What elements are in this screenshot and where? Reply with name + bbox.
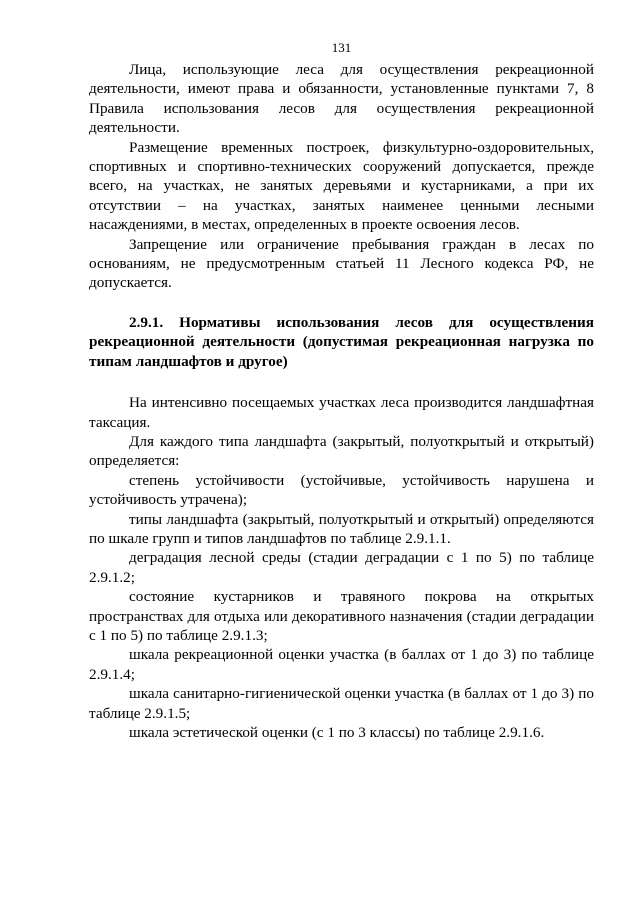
list-item: шкала санитарно-гигиенической оценки участка (в баллах от 1 до 3) по таблице 2.9.1.5;: [89, 685, 594, 722]
section-heading: 2.9.1. Нормативы использования лесов для осуществления рекреационной деятельности (допустимая рекреационная нагрузка по типам ландшафтов и другое): [89, 313, 594, 370]
spacer: [89, 371, 594, 393]
list-item: шкала эстетической оценки (с 1 по 3 классы) по таблице 2.9.1.6.: [129, 724, 545, 741]
paragraph: На интенсивно посещаемых участках леса производится ландшафтная таксация.: [89, 394, 594, 431]
paragraph: Лица, использующие леса для осуществления рекреационной деятельности, имеют права и обязанности, установленные пунктами 7, 8 Правила использования лесов для осуществления рекреационной деятельности.: [89, 61, 594, 137]
page-number: 131: [331, 40, 352, 55]
list-item: типы ландшафта (закрытый, полуоткрытый и открытый) определяются по шкале групп и типов ландшафтов по таблице 2.9.1.1.: [89, 510, 594, 547]
list-item: состояние кустарников и травяного покрова на открытых пространствах для отдыха или декоративного назначения (стадии деградации с 1 по 5) по таблице 2.9.1.3;: [89, 588, 594, 644]
spacer: [89, 293, 594, 313]
paragraph: Для каждого типа ландшафта (закрытый, полуоткрытый и открытый) определяется:: [89, 432, 594, 470]
paragraph: Запрещение или ограничение пребывания граждан в лесах по основаниям, не предусмотренным статьей 11 Лесного кодекса РФ, не допускается.: [89, 235, 594, 292]
paragraph: Размещение временных построек, физкультурно-оздоровительных, спортивных и спортивно-технических сооружений допускается, прежде всего, на участках, не занятых деревьями и кустарниками, а при их отсутствии – на участках, занятых наименее ценными лесными насаждениями, в местах, определенных в проекте освоения лесов.: [89, 138, 594, 234]
list-item: деградация лесной среды (стадии деградации с 1 по 5) по таблице 2.9.1.2;: [89, 549, 594, 586]
document-body: [89, 60, 594, 742]
list-item: шкала рекреационной оценки участка (в баллах от 1 до 3) по таблице 2.9.1.4;: [89, 646, 594, 683]
list-item: степень устойчивости (устойчивые, устойчивость нарушена и устойчивость утрачена);: [89, 471, 594, 509]
